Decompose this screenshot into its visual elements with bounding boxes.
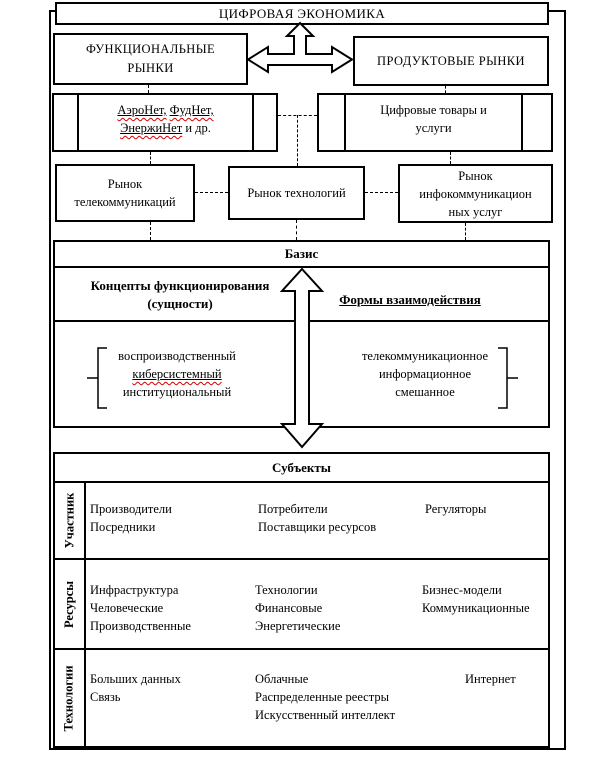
concepts-title: Концепты функционирования (сущности) (90, 278, 270, 311)
resources-col3: Бизнес-модели Коммуникационные (422, 583, 530, 615)
participants-col1: Производители Посредники (90, 502, 172, 534)
technologies-col2: Облачные Распределенные реестры Искусственный интеллект (255, 672, 396, 722)
dashed-connector (450, 152, 451, 164)
title-box (55, 2, 549, 25)
tech-market-box (228, 166, 365, 220)
dashed-connector (465, 223, 466, 240)
dashed-connector (296, 220, 297, 240)
concepts-list: воспроизводственный киберсистемный институциональный (118, 349, 236, 399)
technologies-col3: Интернет (465, 672, 516, 686)
technologies-col1: Больших данных Связь (90, 672, 181, 704)
dashed-connector (150, 222, 151, 240)
subjects-line (53, 481, 550, 483)
page-title: ЦИФРОВАЯ ЭКОНОМИКА (218, 6, 386, 21)
basis-header-line (53, 266, 550, 268)
dashed-connector (150, 152, 151, 164)
dashed-connector (297, 115, 298, 166)
forms-list: телекоммуникационное информационное смешанное (361, 349, 489, 399)
concept-cyber: киберсистемный (132, 367, 222, 381)
subjects-header: Субъекты (272, 460, 331, 475)
forms-title: Формы взаимодействия (339, 292, 481, 307)
functional-examples-text (79, 101, 252, 137)
row-label-resources: Ресурсы (62, 580, 77, 628)
dashed-connector (445, 86, 446, 93)
net-market-1: АэроНет, (117, 103, 167, 117)
resources-col2: Технологии Финансовые Энергетические (255, 583, 341, 633)
functional-markets-label: ФУНКЦИОНАЛЬНЫЕ РЫНКИ (85, 42, 216, 75)
net-market-etc: и др. (185, 121, 211, 135)
telecom-market-box (55, 164, 195, 222)
product-markets-label: ПРОДУКТОВЫЕ РЫНКИ (377, 53, 525, 68)
telecom-market-label: Рынок телекоммуникаций (74, 177, 176, 209)
subjects-line (53, 558, 550, 560)
basis-header: Базис (284, 246, 319, 261)
dashed-connector (195, 192, 228, 193)
product-markets-box (353, 36, 549, 86)
subjects-line (53, 648, 550, 650)
net-market-2: ФудНет, (169, 103, 214, 117)
resources-col1: Инфраструктура Человеческие Производственные (90, 583, 191, 633)
tech-market-label: Рынок технологий (247, 186, 346, 200)
net-market-3: ЭнержиНет (120, 121, 183, 135)
basis-row-line (53, 320, 550, 322)
row-label-technologies: Технологии (62, 664, 77, 732)
subjects-label-divider (84, 483, 86, 748)
functional-markets-box (53, 33, 248, 85)
infocom-market-label: Рынок инфокоммуникацион ных услуг (419, 168, 532, 219)
participants-col3: Регуляторы (425, 502, 487, 516)
infocom-market-box (398, 164, 553, 223)
product-examples-text: Цифровые товары и услуги (380, 103, 487, 135)
divider (521, 95, 523, 150)
dashed-connector (365, 192, 398, 193)
divider (252, 95, 254, 150)
participants-col2: Потребители Поставщики ресурсов (258, 502, 377, 534)
row-label-participants: Участник (62, 492, 76, 549)
dashed-connector (148, 85, 149, 93)
